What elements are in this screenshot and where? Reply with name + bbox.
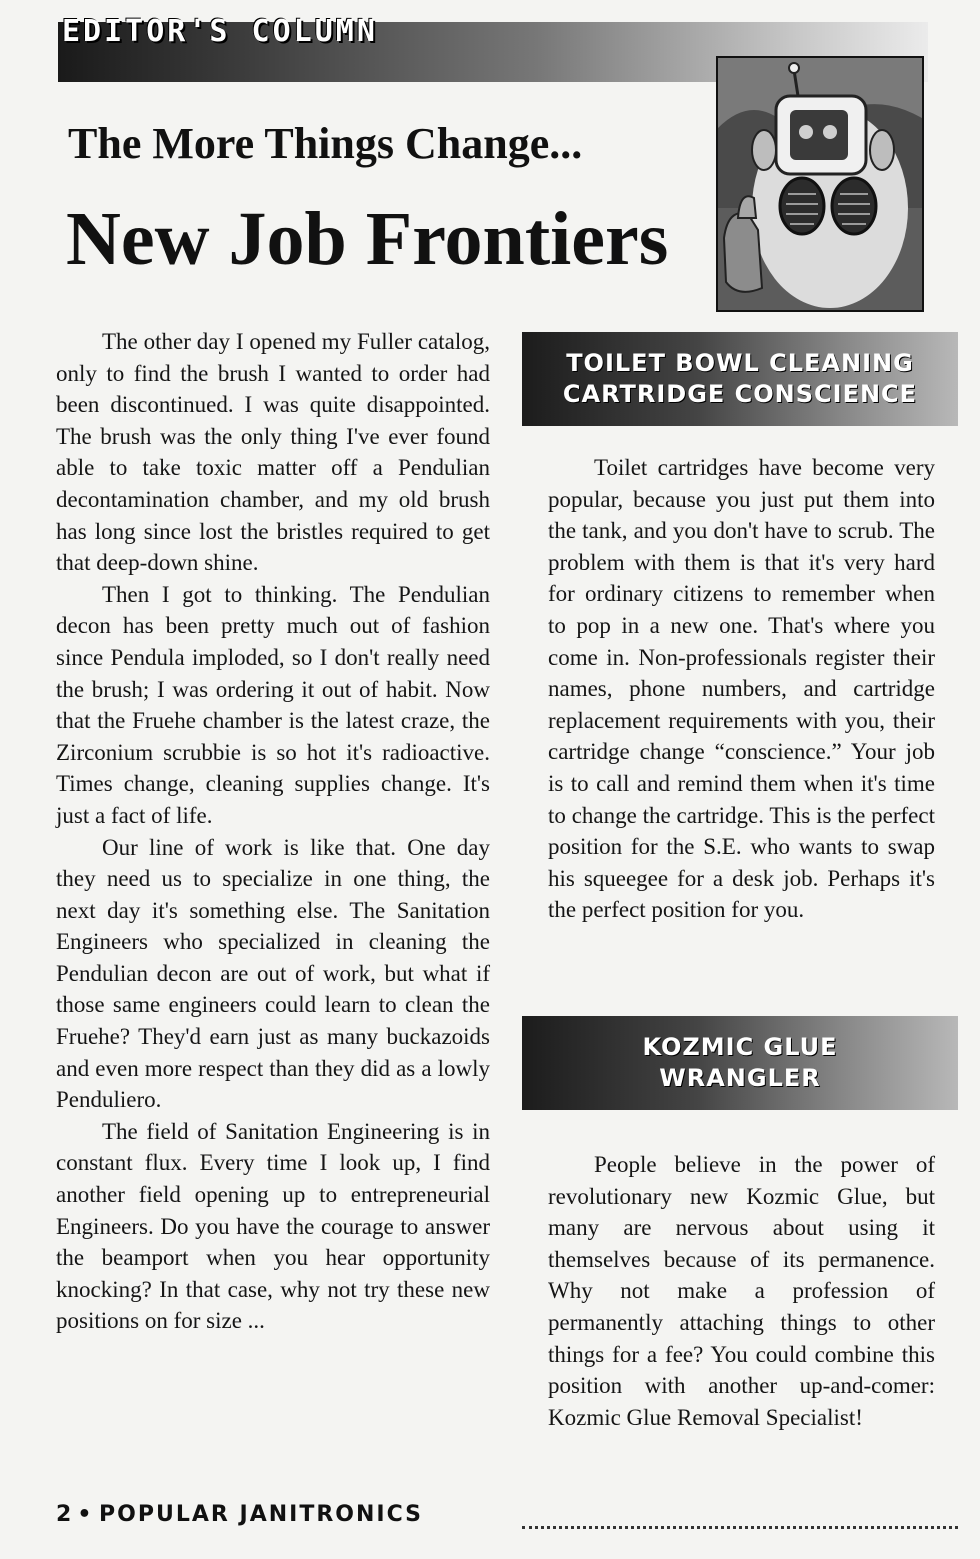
sidebar-body xyxy=(548,1149,935,1433)
paragraph: Then I got to thinking. The Pendulian decon has been pretty much out of fashion since Pendula imploded, so I don't really need the brush; I was ordering it out of habit. Now that the Fruehe chamber is the latest craze, the Zirconium scrubbie is so hot it's radioactive. Times change, cleaning supplies change. It's just a fact of life. xyxy=(56,581,490,828)
paragraph: People believe in the power of revolutionary new Kozmic Glue, but many are nervous about using it themselves because of its permanence. Why not make a profession of permanently attaching things to other things for a fee? You could combine this position with another up-and-comer: Kozmic Glue Removal Specialist! xyxy=(548,1152,935,1430)
janitor-illustration xyxy=(716,56,924,312)
janitor-helmet-icon xyxy=(718,58,922,310)
sidebar-heading: KOZMIC GLUE WRANGLER xyxy=(642,1033,838,1092)
paragraph: The other day I opened my Fuller catalog, only to find the brush I wanted to order had been discontinued. I was quite disappointed. The brush was the only thing I've ever found able to take toxic matter off a Pendulian decontamination chamber, and my old brush has long since lost the bristles required to get that deep-down shine. xyxy=(56,329,490,576)
page-number: 2 xyxy=(56,1502,72,1527)
footer-bullet: • xyxy=(77,1502,92,1527)
headline-kicker: The More Things Change... xyxy=(68,119,583,168)
sidebar-body xyxy=(548,452,935,926)
section-label: EDITOR'S COLUMN xyxy=(62,14,378,49)
dotted-rule xyxy=(522,1526,958,1529)
paragraph: The field of Sanitation Engineering is in constant flux. Every time I look up, I find another field opening up to entrepreneurial Engineers. Do you have the courage to answer the beamport when you hear opportunity knocking? In that case, why not try these new positions on for size ... xyxy=(56,1118,490,1334)
sidebar-heading-banner xyxy=(522,1016,958,1110)
paragraph: Our line of work is like that. One day they need us to specialize in one thing, the next day it's something else. The Sanitation Engineers who specialized in cleaning the Pendulian decon are out of work, but what if those same engineers could learn to clean the Fruehe? They'd earn just as many buckazoids and even more respect than they did as a lowly Penduliero. xyxy=(56,834,490,1113)
page-footer xyxy=(56,1502,423,1527)
publication-name: POPULAR JANITRONICS xyxy=(99,1502,423,1527)
paragraph: Toilet cartridges have become very popular, because you just put them into the tank, and you don't have to scrub. The problem with them is that it's very hard for ordinary citizens to remember when to pop in a new one. That's where you come in. Non-professionals register their names, phone numbers, and cartridge replacement requirements with you, their cartridge change “conscience.” Your job is to call and remind them when it's time to change the cartridge. This is the perfect position for the S.E. who wants to swap his squeegee for a desk job. Perhaps it's the perfect position for you. xyxy=(548,455,935,923)
headline-title: New Job Frontiers xyxy=(66,197,669,281)
sidebar-heading: TOILET BOWL CLEANING CARTRIDGE CONSCIENCE xyxy=(562,349,918,408)
sidebar-heading-banner xyxy=(522,332,958,426)
article-body xyxy=(56,326,490,1337)
